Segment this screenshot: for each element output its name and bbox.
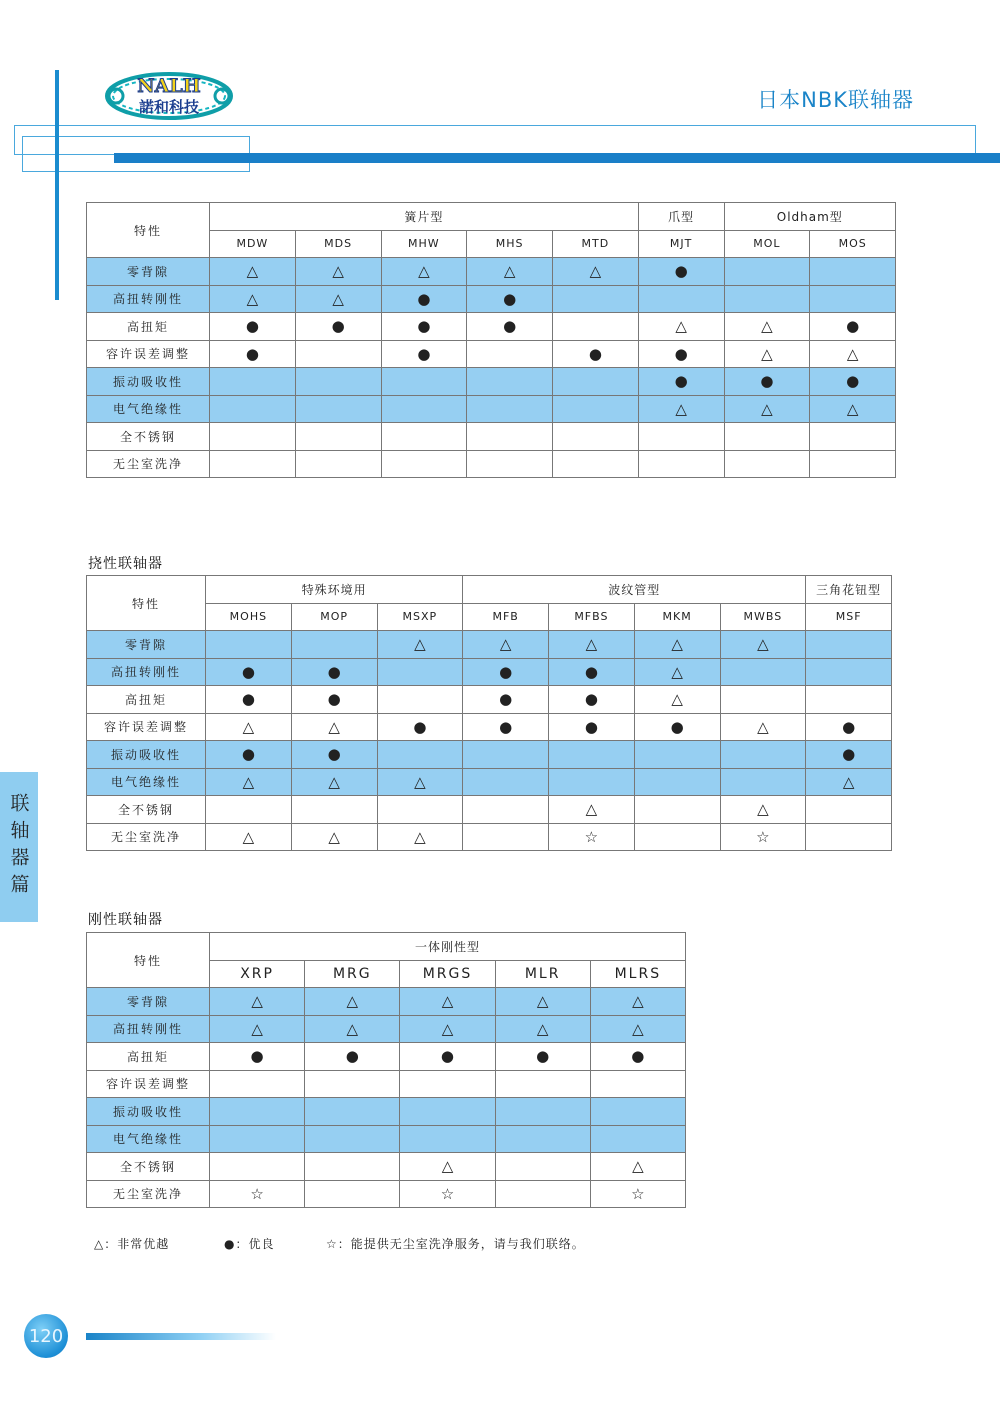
rating-cell: △ (377, 768, 463, 796)
rating-cell: ● (553, 340, 639, 368)
rating-cell: △ (400, 1015, 495, 1043)
page-number-badge (24, 1314, 68, 1358)
rating-cell (295, 368, 381, 396)
rating-cell: △ (210, 285, 296, 313)
group-header: 特殊环境用 (206, 576, 463, 604)
corner-header: 特性 (87, 576, 206, 631)
rating-cell: ● (810, 313, 896, 341)
rating-cell (590, 1098, 685, 1126)
row-label: 高扭转刚性 (87, 658, 206, 686)
table-row (87, 423, 896, 451)
rating-cell: ● (549, 686, 635, 714)
rating-cell: ● (463, 713, 549, 741)
rating-cell (553, 368, 639, 396)
rating-cell (400, 1070, 495, 1098)
rating-cell: △ (549, 796, 635, 824)
rating-cell (806, 658, 892, 686)
rating-cell: ● (634, 713, 720, 741)
row-label: 容许误差调整 (87, 1070, 210, 1098)
model-header: MOP (291, 603, 377, 631)
rating-cell (806, 631, 892, 659)
rating-cell (377, 741, 463, 769)
row-label: 无尘室洗净 (87, 1180, 210, 1208)
rating-cell (720, 686, 806, 714)
rating-cell: ● (467, 313, 553, 341)
document-title: 日本NBK联轴器 (757, 88, 914, 112)
model-header: MKM (634, 603, 720, 631)
table-row (87, 1125, 686, 1153)
group-header: 三角花钮型 (806, 576, 892, 604)
row-label: 零背隙 (87, 631, 206, 659)
rating-cell: △ (400, 1153, 495, 1181)
rating-cell (210, 368, 296, 396)
rating-cell: ● (806, 713, 892, 741)
section-title-rigid: 刚性联轴器 (88, 912, 163, 928)
rating-cell (305, 1125, 400, 1153)
rating-cell: △ (381, 258, 467, 286)
rating-cell: △ (295, 258, 381, 286)
rating-cell: △ (810, 395, 896, 423)
row-label: 容许误差调整 (87, 340, 210, 368)
rating-cell (495, 1125, 590, 1153)
model-header: MFB (463, 603, 549, 631)
header-vertical-rule (55, 70, 59, 300)
rating-cell (206, 796, 292, 824)
rating-cell (463, 796, 549, 824)
rating-cell (634, 823, 720, 851)
row-label: 高扭矩 (87, 686, 206, 714)
rating-cell: △ (590, 1153, 685, 1181)
rating-cell (810, 285, 896, 313)
model-header: MFBS (549, 603, 635, 631)
group-header: 簧片型 (210, 203, 639, 231)
table-row (87, 1015, 686, 1043)
rating-cell (381, 450, 467, 478)
table-row (87, 768, 892, 796)
table-row (87, 1070, 686, 1098)
rating-cell: △ (495, 1015, 590, 1043)
model-header: MSF (806, 603, 892, 631)
rating-cell (495, 1180, 590, 1208)
model-header: MOS (810, 230, 896, 258)
rating-cell: ☆ (720, 823, 806, 851)
rating-cell (463, 741, 549, 769)
rating-cell: ● (381, 340, 467, 368)
rating-cell (377, 686, 463, 714)
table-row (87, 713, 892, 741)
rating-cell: △ (210, 258, 296, 286)
rating-cell (377, 658, 463, 686)
row-label: 全不锈钢 (87, 1153, 210, 1181)
rating-cell: △ (305, 1015, 400, 1043)
rating-cell: △ (463, 631, 549, 659)
rating-cell: ● (810, 368, 896, 396)
rating-cell: △ (206, 713, 292, 741)
rating-cell (381, 423, 467, 451)
rating-cell (590, 1125, 685, 1153)
row-label: 零背隙 (87, 258, 210, 286)
rating-cell (210, 1070, 305, 1098)
svg-text:諾和科技: 諾和科技 (138, 98, 200, 116)
rating-cell: ☆ (210, 1180, 305, 1208)
rating-cell (495, 1153, 590, 1181)
rating-cell (295, 423, 381, 451)
rating-cell (206, 631, 292, 659)
rating-cell (377, 796, 463, 824)
rating-cell (381, 368, 467, 396)
model-header: MLR (495, 960, 590, 988)
model-header: MWBS (720, 603, 806, 631)
table-row (87, 1153, 686, 1181)
spec-table-rigid (86, 932, 686, 1208)
rating-cell (467, 423, 553, 451)
legend-star: ☆：能提供无尘室洗净服务，请与我们联络。 (326, 1237, 585, 1251)
table-row (87, 395, 896, 423)
rating-cell: ● (463, 658, 549, 686)
group-header: 波纹管型 (463, 576, 806, 604)
rating-cell (295, 395, 381, 423)
rating-cell: △ (590, 1015, 685, 1043)
rating-cell (210, 395, 296, 423)
rating-cell: ● (638, 258, 724, 286)
rating-cell (210, 1125, 305, 1153)
rating-cell: △ (291, 768, 377, 796)
side-section-tab (0, 772, 38, 922)
row-label: 容许误差调整 (87, 713, 206, 741)
rating-cell: ● (210, 1043, 305, 1071)
group-header: 一体刚性型 (210, 933, 686, 961)
rating-cell: △ (720, 631, 806, 659)
rating-cell: ● (381, 285, 467, 313)
rating-cell (305, 1098, 400, 1126)
header-rule-bar (114, 153, 1000, 163)
rating-cell: ● (806, 741, 892, 769)
model-header: MRG (305, 960, 400, 988)
rating-cell (638, 423, 724, 451)
rating-cell: △ (810, 340, 896, 368)
row-label: 高扭转刚性 (87, 285, 210, 313)
rating-cell: △ (724, 340, 810, 368)
rating-cell: ● (467, 285, 553, 313)
table-row (87, 1180, 686, 1208)
row-label: 高扭转刚性 (87, 1015, 210, 1043)
rating-cell: ☆ (549, 823, 635, 851)
rating-cell (295, 340, 381, 368)
svg-text:NALH: NALH (137, 75, 201, 97)
model-header: XRP (210, 960, 305, 988)
legend-dot: ●：优良 (224, 1237, 275, 1251)
rating-cell: △ (295, 285, 381, 313)
rating-cell (210, 423, 296, 451)
table-row (87, 686, 892, 714)
rating-cell: ● (495, 1043, 590, 1071)
group-header: Oldham型 (724, 203, 896, 231)
table-row (87, 1098, 686, 1126)
rating-cell: △ (377, 631, 463, 659)
rating-cell (291, 796, 377, 824)
table-row (87, 285, 896, 313)
rating-cell: △ (377, 823, 463, 851)
corner-header: 特性 (87, 933, 210, 988)
model-header: MOL (724, 230, 810, 258)
row-label: 振动吸收性 (87, 368, 210, 396)
rating-cell: △ (467, 258, 553, 286)
rating-cell: △ (634, 631, 720, 659)
rating-cell: △ (291, 823, 377, 851)
rating-cell: △ (291, 713, 377, 741)
rating-cell (724, 285, 810, 313)
rating-cell (720, 658, 806, 686)
table-row (87, 658, 892, 686)
rating-cell (638, 285, 724, 313)
rating-cell (806, 686, 892, 714)
rating-cell: ● (295, 313, 381, 341)
rating-cell (467, 395, 553, 423)
rating-cell: △ (400, 988, 495, 1016)
table-row (87, 796, 892, 824)
row-label: 振动吸收性 (87, 741, 206, 769)
model-header: MOHS (206, 603, 292, 631)
rating-cell (467, 340, 553, 368)
rating-cell: △ (638, 395, 724, 423)
rating-cell: △ (206, 768, 292, 796)
rating-cell (634, 796, 720, 824)
row-label: 振动吸收性 (87, 1098, 210, 1126)
rating-cell: ● (638, 340, 724, 368)
rating-cell: △ (590, 988, 685, 1016)
table-row (87, 313, 896, 341)
rating-cell (210, 1098, 305, 1126)
rating-cell: ● (210, 340, 296, 368)
spec-table-flexible (86, 575, 892, 851)
rating-cell (638, 450, 724, 478)
model-header: MSXP (377, 603, 463, 631)
table-row (87, 1043, 686, 1071)
table-row (87, 988, 686, 1016)
rating-cell (724, 423, 810, 451)
rating-cell (634, 768, 720, 796)
rating-cell: △ (806, 768, 892, 796)
rating-cell (553, 395, 639, 423)
rating-cell (467, 450, 553, 478)
model-header: MTD (553, 230, 639, 258)
row-label: 全不锈钢 (87, 796, 206, 824)
model-header: MDW (210, 230, 296, 258)
rating-cell (806, 796, 892, 824)
rating-cell (463, 768, 549, 796)
row-label: 高扭矩 (87, 1043, 210, 1071)
table-row (87, 823, 892, 851)
rating-cell (305, 1153, 400, 1181)
rating-cell (400, 1125, 495, 1153)
row-label: 电气绝缘性 (87, 1125, 210, 1153)
page-number: 120 (28, 1325, 64, 1347)
company-logo (104, 70, 234, 122)
rating-cell: △ (495, 988, 590, 1016)
row-label: 电气绝缘性 (87, 395, 210, 423)
table-row (87, 340, 896, 368)
model-header: MLRS (590, 960, 685, 988)
section-title-flexible: 挠性联轴器 (88, 556, 163, 572)
rating-cell: ● (206, 686, 292, 714)
rating-cell (463, 823, 549, 851)
rating-cell (210, 450, 296, 478)
rating-cell (553, 313, 639, 341)
rating-cell: △ (549, 631, 635, 659)
spec-table-disc (86, 202, 896, 478)
rating-cell: ● (377, 713, 463, 741)
rating-cell: ● (724, 368, 810, 396)
rating-cell: △ (724, 313, 810, 341)
rating-cell (305, 1180, 400, 1208)
rating-cell: ● (381, 313, 467, 341)
page-number-bar (86, 1333, 276, 1340)
rating-cell: ● (400, 1043, 495, 1071)
rating-cell (810, 258, 896, 286)
rating-cell: ● (590, 1043, 685, 1071)
rating-cell: △ (720, 713, 806, 741)
table-row (87, 450, 896, 478)
rating-cell: △ (553, 258, 639, 286)
rating-cell (724, 450, 810, 478)
rating-cell: ☆ (400, 1180, 495, 1208)
table-row (87, 631, 892, 659)
rating-cell: ● (291, 741, 377, 769)
row-label: 无尘室洗净 (87, 450, 210, 478)
legend-triangle: △：非常优越 (94, 1237, 170, 1251)
row-label: 无尘室洗净 (87, 823, 206, 851)
rating-cell (634, 741, 720, 769)
rating-cell: ● (291, 658, 377, 686)
row-label: 电气绝缘性 (87, 768, 206, 796)
rating-cell (381, 395, 467, 423)
model-header: MJT (638, 230, 724, 258)
row-label: 高扭矩 (87, 313, 210, 341)
row-label: 全不锈钢 (87, 423, 210, 451)
rating-cell: △ (720, 796, 806, 824)
model-header: MHS (467, 230, 553, 258)
rating-cell (295, 450, 381, 478)
rating-cell: ☆ (590, 1180, 685, 1208)
rating-cell: ● (291, 686, 377, 714)
table-row (87, 741, 892, 769)
side-tab-label: 联轴器篇 (7, 793, 30, 901)
rating-cell: △ (206, 823, 292, 851)
rating-cell (553, 450, 639, 478)
model-header: MHW (381, 230, 467, 258)
rating-cell (210, 1153, 305, 1181)
rating-cell: △ (634, 686, 720, 714)
rating-cell (305, 1070, 400, 1098)
rating-cell (400, 1098, 495, 1126)
rating-cell: △ (634, 658, 720, 686)
rating-cell (553, 285, 639, 313)
rating-cell: ● (206, 658, 292, 686)
rating-cell: ● (305, 1043, 400, 1071)
rating-cell (495, 1098, 590, 1126)
group-header: 爪型 (638, 203, 724, 231)
rating-cell (549, 741, 635, 769)
model-header: MDS (295, 230, 381, 258)
rating-cell (549, 768, 635, 796)
rating-cell: ● (549, 658, 635, 686)
table-row (87, 258, 896, 286)
rating-cell: ● (638, 368, 724, 396)
rating-cell (291, 631, 377, 659)
rating-cell (810, 450, 896, 478)
rating-cell (553, 423, 639, 451)
corner-header: 特性 (87, 203, 210, 258)
rating-cell: △ (305, 988, 400, 1016)
rating-cell (724, 258, 810, 286)
rating-cell (720, 741, 806, 769)
model-header: MRGS (400, 960, 495, 988)
rating-cell (590, 1070, 685, 1098)
rating-cell (806, 823, 892, 851)
rating-cell: △ (724, 395, 810, 423)
table-row (87, 368, 896, 396)
rating-cell: △ (210, 1015, 305, 1043)
rating-cell: ● (210, 313, 296, 341)
rating-cell (720, 768, 806, 796)
rating-cell: △ (638, 313, 724, 341)
rating-cell (810, 423, 896, 451)
rating-cell: ● (549, 713, 635, 741)
rating-cell: ● (463, 686, 549, 714)
rating-cell (495, 1070, 590, 1098)
rating-cell: △ (210, 988, 305, 1016)
rating-cell: ● (206, 741, 292, 769)
row-label: 零背隙 (87, 988, 210, 1016)
rating-cell (467, 368, 553, 396)
